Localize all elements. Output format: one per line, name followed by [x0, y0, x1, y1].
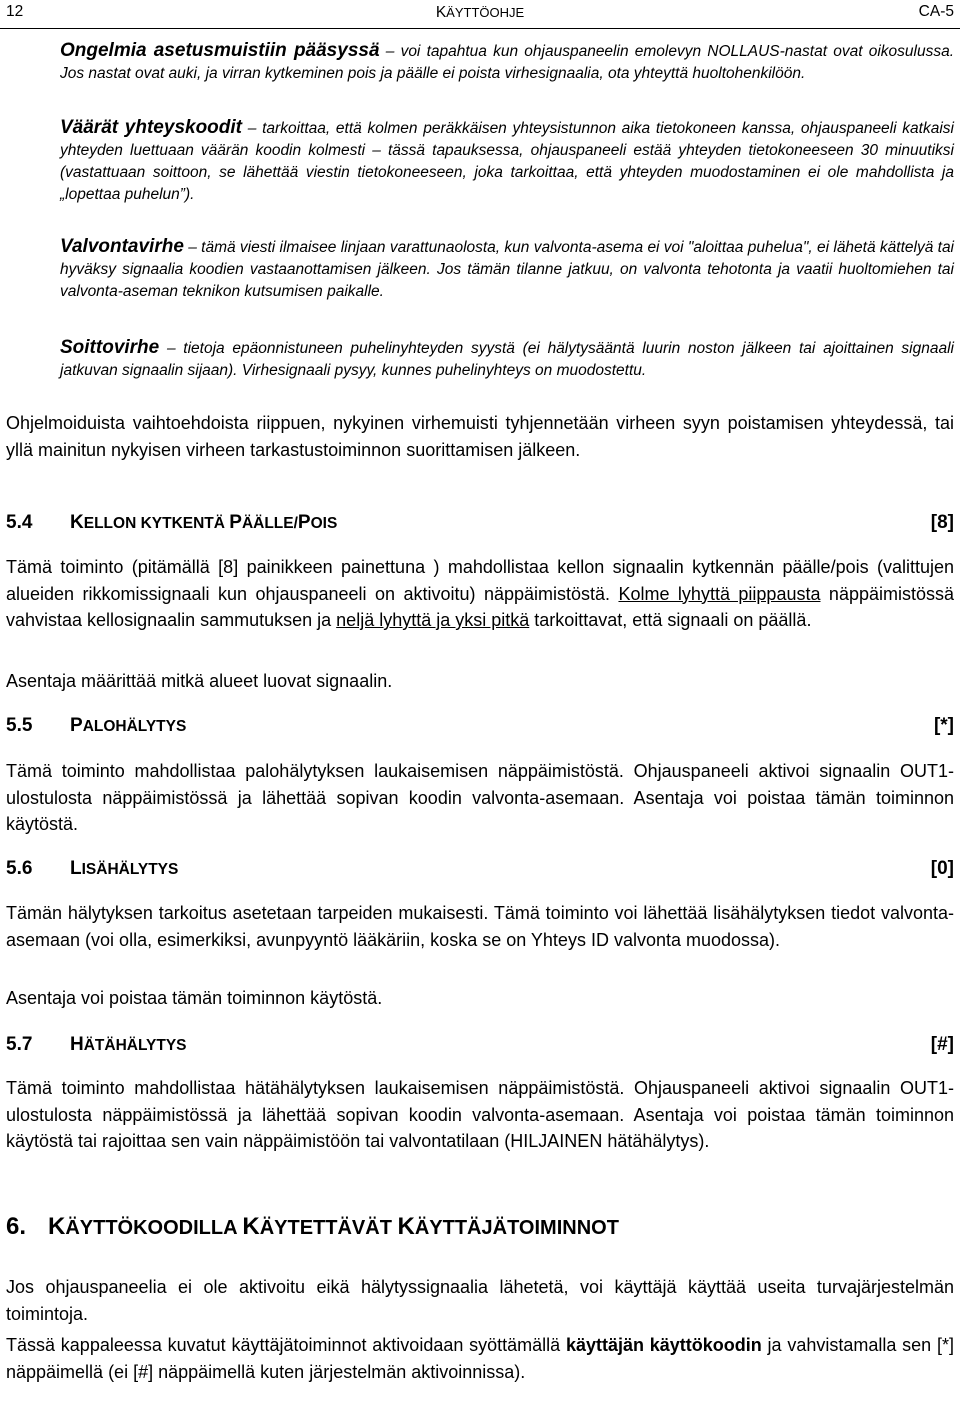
section-6-heading: 6. KÄYTTÖKOODILLA KÄYTETTÄVÄT KÄYTTÄJÄTOIMINNOT	[6, 1213, 619, 1240]
section-5-4-note: Asentaja määrittää mitkä alueet luovat signaalin.	[6, 671, 393, 691]
document-code: CA-5	[918, 3, 954, 20]
section-6-paragraph-1: Jos ohjauspaneelia ei ole aktivoitu eikä hälytyssignaalia lähetetä, voi käyttäjä käyttää useita turvajärjestelmän toimintoja.	[6, 1277, 954, 1324]
term-ringing-error: Soittovirhe	[60, 337, 160, 358]
definition-ringing-error: Soittovirhe – tietoja epäonnistuneen puhelinyhteyden syystä (ei hälytysääntä luurin noston jälkeen tai ajoittainen signaali jatkuvan signaalin sijaan). Virhesignaali pysyy, kunnes puhelinyhteys on muodostettu.	[60, 337, 954, 379]
section-5-6-note: Asentaja voi poistaa tämän toiminnon käytöstä.	[6, 988, 383, 1008]
section-6-paragraph-2: Tässä kappaleessa kuvatut käyttäjätoiminnot aktivoidaan syöttämällä käyttäjän käyttökoodin ja vahvistamalla sen [*] näppäimellä (ei [#] näppäimellä kuten järjestelmän aktivoinnissa).	[6, 1335, 954, 1382]
section-5-6-heading: 5.6 LISÄHÄLYTYS [0]	[6, 858, 954, 879]
definition-wrong-codes: Väärät yhteyskoodit – tarkoittaa, että kolmen peräkkäisen yhteysistunnon aika tietokoneen kanssa, ohjauspaneeli katkaisi yhteyden luettuaan väärän koodin kolmesti – tässä tapauksessa, ohjauspaneeli estää yhteyden tietokoneeseen 30 minuutiksi (vastattuaan soittoon, se lähettää viestin tietokoneeseen, joka tarkoittaa, että yhteyden muodostaminen ei ole mahdollista ja „lopettaa puhelun”).	[60, 117, 954, 203]
page-number: 12	[6, 3, 24, 20]
section-5-5-key: [*]	[933, 715, 954, 736]
section-5-5-paragraph: Tämä toiminto mahdollistaa palohälytyksen laukaisemisen näppäimistöstä. Ohjauspaneeli aktivoi signaalin OUT1-ulostulosta näppäimistössä ja lähettää sopivan koodin valvonta-asemaan. Asentaja voi poistaa tämän toiminnon käytöstä.	[6, 761, 954, 834]
section-5-6-paragraph: Tämän hälytyksen tarkoitus asetetaan tarpeiden mukaisesti. Tämä toiminto voi lähettää lisähälytyksen tiedot valvonta-asemaan (voi olla, esimerkiksi, avunpyyntö lääkäriin, koska se on Yhteys ID valvonta muodossa).	[6, 903, 954, 950]
term-wrong-codes: Väärät yhteyskoodit	[60, 117, 242, 138]
section-5-6-key: [0]	[930, 858, 954, 879]
section-5-4-heading: 5.4 KELLON KYTKENTÄ PÄÄLLE/POIS [8]	[6, 512, 954, 533]
term-monitoring-error: Valvontavirhe	[60, 236, 184, 257]
section-5-7-paragraph: Tämä toiminto mahdollistaa hätähälytyksen laukaisemisen näppäimistöstä. Ohjauspaneeli aktivoi signaalin OUT1-ulostulosta näppäimistössä ja lähettää sopivan koodin valvonta-asemaan. Asentaja voi poistaa tämän toiminnon käytöstä tai rajoittaa sen vain näppäimistöön tai valvontatilaan (HILJAINEN hätähälytys).	[6, 1078, 954, 1151]
section-5-4-paragraph: Tämä toiminto (pitämällä [8] painikkeen painettuna ) mahdollistaa kellon signaalin kytkennän päälle/pois (valittujen alueiden rikkomissignaali kun ohjauspaneeli on aktivoitu) näppäimistöstä. Kolme lyhyttä piippausta näppäimistössä vahvistaa kellosignaalin sammutuksen ja neljä lyhyttä ja yksi pitkä tarkoittavat, että signaali on päällä.	[6, 557, 955, 630]
term-memory-access: Ongelmia asetusmuistiin pääsyssä	[60, 40, 380, 61]
page-header	[0, 0, 960, 29]
section-5-7-key: [#]	[930, 1034, 954, 1055]
definition-memory-access: Ongelmia asetusmuistiin pääsyssä – voi tapahtua kun ohjauspaneelin emolevyn NOLLAUS-nastat ovat oikosulussa. Jos nastat ovat auki, ja virran kytkeminen pois ja päälle ei poista virhesignaalia, ota yhteyttä huoltohenkilöön.	[60, 40, 955, 82]
intro-paragraph: Ohjelmoiduista vaihtoehdoista riippuen, nykyinen virhemuisti tyhjennetään virheen syyn poistamisen yhteydessä, tai yllä mainitun nykyisen virheen tarkastustoiminnon suorittamisen jälkeen.	[6, 413, 954, 460]
section-5-7-heading: 5.7 HÄTÄHÄLYTYS [#]	[6, 1034, 954, 1055]
definition-monitoring-error: Valvontavirhe – tämä viesti ilmaisee linjaan varattunaolosta, kun valvonta-asema ei voi "aloittaa puhelua", ei lähetä kättelyä tai hyväksy signaalia koodien vastaanottamisen jälkeen. Jos tämän tilanne jatkuu, on valvonta tehotonta ja vaatii huoltomiehen tai valvonta-aseman teknikon kutsumisen paikalle.	[60, 236, 955, 300]
section-5-4-key: [8]	[930, 512, 954, 533]
section-5-5-heading: 5.5 PALOHÄLYTYS [*]	[6, 715, 954, 736]
manual-title: KÄYTTÖOHJE	[435, 4, 525, 21]
